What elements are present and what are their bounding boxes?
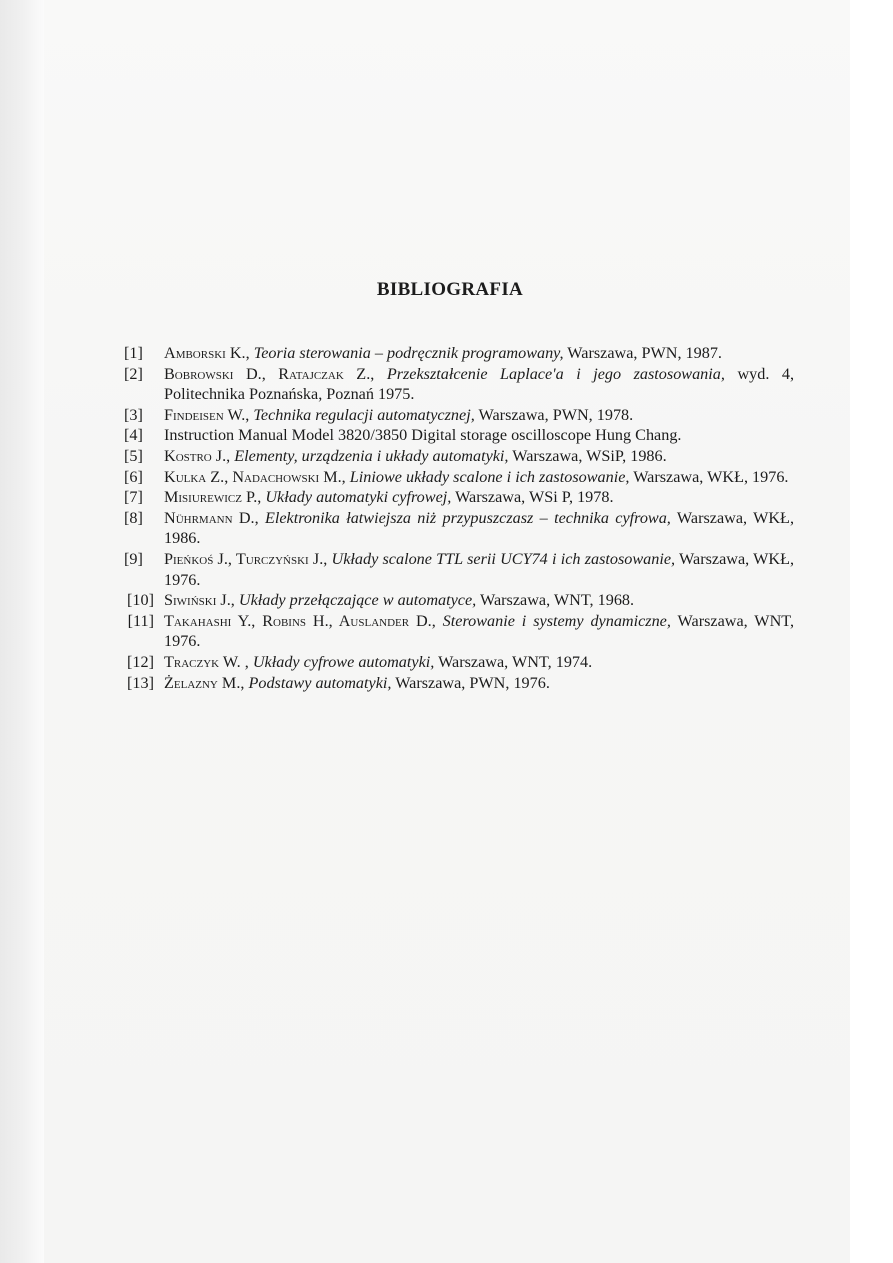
reference-publisher: Warszawa, PWN, 1978. [478,405,634,424]
reference-item [124,467,794,488]
scan-right-margin [850,0,893,1263]
scan-left-shadow [0,0,44,1263]
reference-publisher: Warszawa, WNT, 1974. [438,652,593,671]
reference-number: [12] [127,652,154,671]
reference-authors: Takahashi Y., Robins H., Auslander D., [164,611,436,630]
reference-publisher: Warszawa, WNT, 1976. [164,611,794,651]
reference-publisher: Warszawa, WSiP, 1986. [512,446,667,465]
reference-number: [8] [124,508,143,527]
reference-authors: Misiurewicz P., [164,488,262,507]
reference-item [124,508,794,549]
reference-number: [4] [124,426,143,445]
reference-item [124,590,794,611]
reference-publisher: Warszawa, WKŁ, 1986. [164,508,794,548]
reference-number: [5] [124,446,143,465]
reference-title: Układy automatyki cyfrowej, [265,488,452,507]
reference-title: Układy przełączające w automatyce, [238,591,477,610]
reference-item [124,364,794,405]
reference-title: Układy cyfrowe automatyki, [252,652,435,671]
reference-number: [1] [124,344,143,362]
reference-authors: Żelazny M., [164,673,245,692]
reference-item [124,405,794,426]
reference-number: [13] [127,673,154,692]
reference-title: Układy scalone TTL serii UCY74 i ich zastosowanie, [331,549,676,568]
reference-publisher: Instruction Manual Model 3820/3850 Digital storage oscilloscope Hung Chang. [164,426,682,445]
reference-authors: Nührmann D., [164,508,259,527]
reference-title: Technika regulacji automatycznej, [253,405,475,424]
reference-title: Elektronika łatwiejsza niż przypuszczasz – technika cyfrowa, [264,508,671,527]
reference-number: [2] [124,364,143,383]
reference-publisher: Warszawa, WKŁ, 1976. [164,549,795,589]
reference-title: Teoria sterowania – podręcznik programowany, [253,344,564,362]
reference-title: Przekształcenie Laplace'a i jego zastosowania, [386,364,725,383]
reference-item [124,673,794,694]
reference-item [124,652,794,673]
reference-item [124,343,794,364]
reference-authors: Findeisen W., [164,405,250,424]
reference-title: Podstawy automatyki, [248,673,392,692]
reference-title: Elementy, urządzenia i układy automatyki, [234,446,509,465]
reference-item [124,549,794,590]
reference-number: [3] [124,405,143,424]
reference-item [124,611,794,652]
reference-title: Sterowanie i systemy dynamiczne, [442,611,671,630]
reference-publisher: Warszawa, PWN, 1976. [395,673,550,692]
reference-publisher: Warszawa, WNT, 1968. [480,591,635,610]
reference-item [124,487,794,508]
reference-item [124,425,794,446]
reference-authors: Kulka Z., Nadachowski M., [164,467,346,486]
reference-number: [11] [127,611,154,630]
reference-publisher: Warszawa, WSi P, 1978. [455,488,614,507]
reference-authors: Siwiński J., [164,591,235,610]
reference-item [124,446,794,467]
reference-authors: Bobrowski D., Ratajczak Z., [164,364,375,383]
bibliography-list [124,343,794,693]
page-sheet [44,0,850,1263]
reference-number: [6] [124,467,143,486]
reference-number: [9] [124,549,143,568]
reference-title: Liniowe układy scalone i ich zastosowanie, [349,467,630,486]
page-title: BIBLIOGRAFIA [376,279,524,300]
reference-publisher: Warszawa, PWN, 1987. [567,344,722,362]
reference-authors: Traczyk W. , [164,652,249,671]
reference-number: [10] [127,591,154,610]
reference-authors: Amborski K., [164,344,250,362]
reference-authors: Kostro J., [164,446,231,465]
reference-publisher: wyd. 4, Politechnika Poznańska, Poznań 1975. [164,364,795,404]
reference-authors: Pieńkoś J., Turczyński J., [164,549,328,568]
reference-number: [7] [124,488,143,507]
reference-publisher: Warszawa, WKŁ, 1976. [633,467,789,486]
